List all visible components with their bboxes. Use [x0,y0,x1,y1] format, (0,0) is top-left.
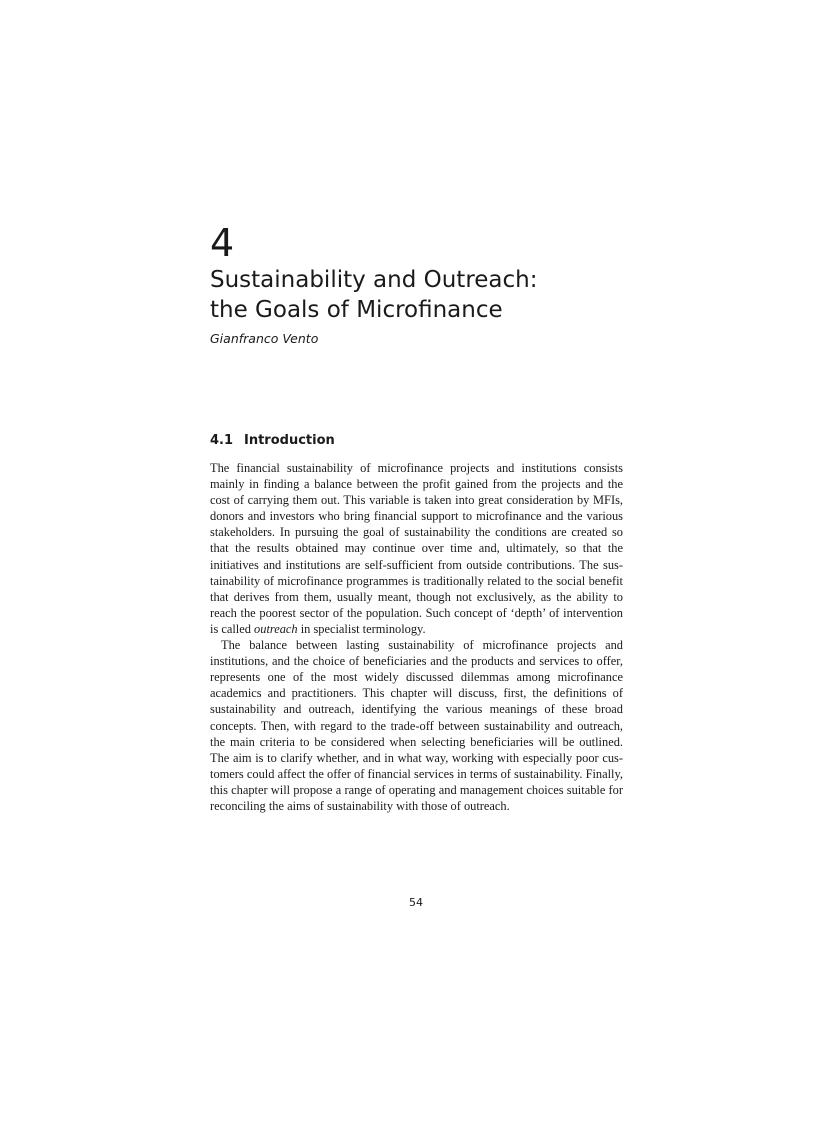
paragraph-2: The balance between lasting sustainability of microfinance projects and institutions, and the choice of beneficiaries and the products and services to offer, represents one of the most widely discussed dilemmas among microfinance academics and practitioners. This chapter will discuss, first, the definitions of sustainability and outreach, identifying the various meanings of these broad concepts. Then, with regard to the trade-off between sustainability and outreach, the main criteria to be considered when selecting beneficiaries will be outlined. The aim is to clarify whether, and in what way, working with especially poor customers could affect the offer of financial services in terms of sustainability. Finally, this chapter will propose a range of operating and management choices suitable for reconciling the aims of sustainability with those of outreach. [210,638,623,813]
chapter-title [210,265,630,325]
body-text [210,460,623,814]
chapter-author: Gianfranco Vento [210,331,319,346]
page-number: 54 [409,896,423,909]
paragraph-1 [210,460,623,637]
section-number: 4.1 [210,433,234,448]
paragraph-1-end: in specialist terminology. [297,621,426,636]
section-heading [210,432,335,449]
chapter-title-line-1: Sustainability and Outreach: [210,267,538,293]
chapter-number: 4 [210,221,235,265]
emphasis-outreach: outreach [254,621,298,636]
chapter-title-line-2: the Goals of Microfinance [210,297,503,323]
paragraph-1-text: The financial sustainability of microfinance projects and institutions consists mainly in finding a balance between the profit gained from the projects and the cost of carrying them out. This variable is taken into great consideration by MFIs, donors and investors who bring financial support to microfinance and the various stakeholders. In pursuing the goal of sustainability the conditions are created so that the results obtained may continue over time and, ultimately, so that the initiatives and institutions are self-sufficient from outside contributions. The sustainability of microfinance programmes is traditionally related to the social benefit that derives from them, usually meant, though not exclusively, as the ability to reach the poorest sector of the population. Such concept of ‘depth’ of intervention is called [210,461,623,636]
section-title: Introduction [244,433,335,448]
